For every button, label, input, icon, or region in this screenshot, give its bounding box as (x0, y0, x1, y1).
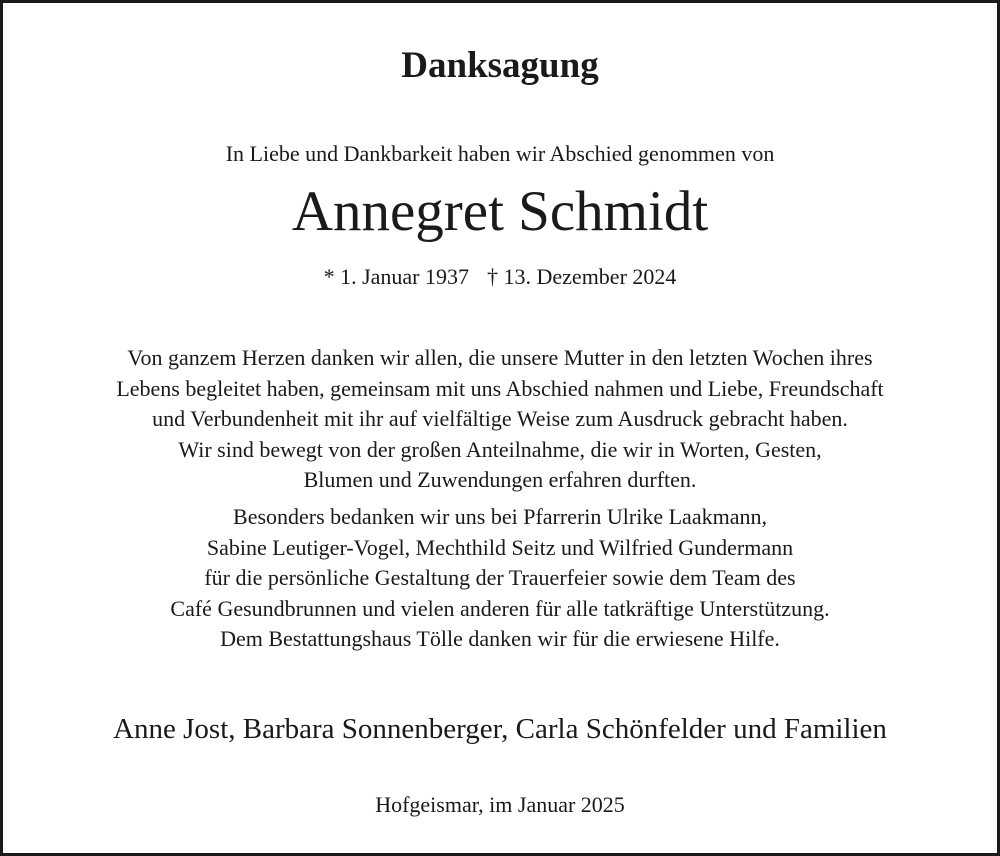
text-line: Sabine Leutiger-Vogel, Mechthild Seitz und Wilfried Gundermann (206, 534, 794, 560)
text-line: Wir sind bewegt von der großen Anteilnahme, die wir in Worten, Gesten, (178, 436, 822, 462)
text-line: Café Gesundbrunnen und vielen anderen für alle tatkräftige Unterstützung. (170, 595, 830, 621)
life-dates (3, 262, 997, 292)
text-line: und Verbundenheit mit ihr auf vielfältige Weise zum Ausdruck gebracht haben. (152, 406, 848, 431)
signers-line: Anne Jost, Barbara Sonnenberger, Carla Schönfelder und Familien (113, 713, 887, 745)
birth-date: * 1. Januar 1937 (323, 264, 470, 289)
thanks-paragraph-special (3, 502, 997, 655)
death-date: † 13. Dezember 2024 (487, 264, 677, 289)
intro-line: In Liebe und Dankbarkeit haben wir Abschied genommen von (225, 141, 775, 166)
text-line: Besonders bedanken wir uns bei Pfarrerin Ulrike Laakmann, (233, 504, 767, 529)
text-line: Blumen und Zuwendungen erfahren durften. (303, 467, 697, 492)
thanks-paragraph-general (3, 343, 997, 496)
text-line: Von ganzem Herzen danken wir allen, die unsere Mutter in den letzten Wochen ihres (127, 345, 873, 370)
place-date-line: Hofgeismar, im Januar 2025 (375, 792, 625, 817)
text-line: Lebens begleitet haben, gemeinsam mit uns Abschied nahmen und Liebe, Freundschaft (116, 375, 884, 401)
deceased-name: Annegret Schmidt (291, 180, 709, 243)
notice-heading: Danksagung (401, 45, 599, 86)
text-line: für die persönliche Gestaltung der Trauerfeier sowie dem Team des (204, 565, 796, 590)
text-line: Dem Bestattungshaus Tölle danken wir für die erwiesene Hilfe. (220, 626, 780, 651)
